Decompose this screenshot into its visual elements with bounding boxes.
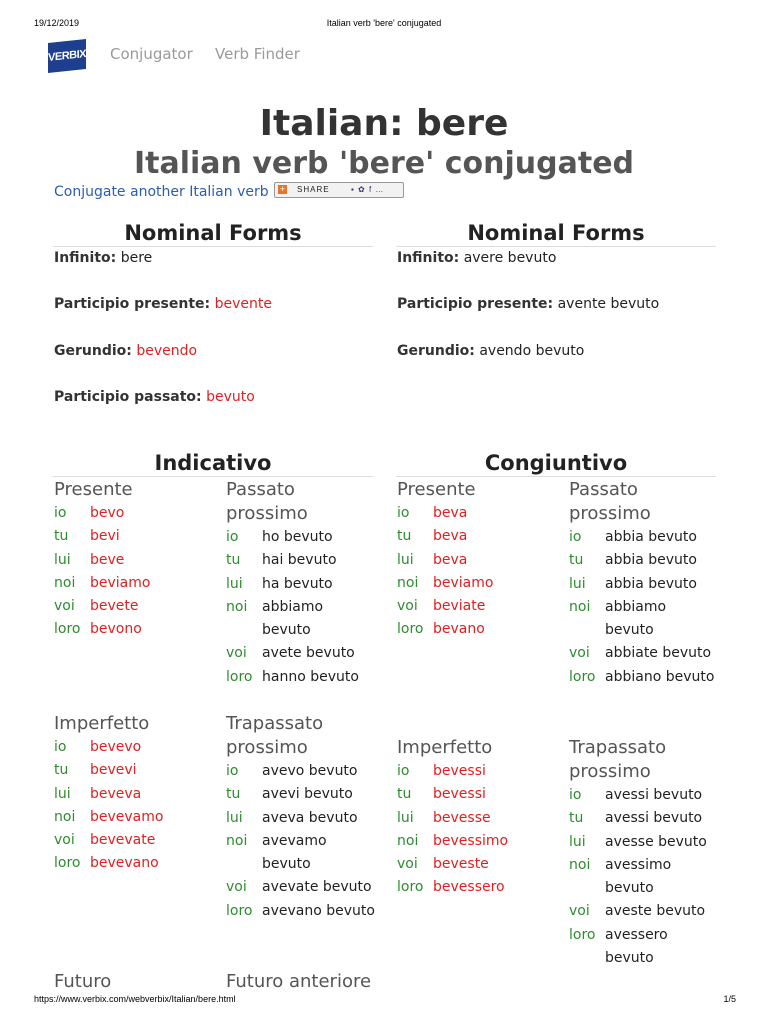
conjugation-row [569, 573, 719, 596]
verb-form: bevesse [433, 809, 491, 826]
conjugation-row [226, 807, 376, 830]
conjugation-row [226, 549, 376, 572]
verb-form: bevevi [90, 762, 137, 779]
conjugation-row [569, 526, 719, 549]
nominal-forms-title: Nominal Forms [124, 221, 302, 245]
pronoun: lui [54, 785, 71, 802]
tense-name-futuro: Futuro [54, 971, 112, 988]
nav-verb-finder-link[interactable]: Verb Finder [215, 45, 300, 63]
pronoun: io [397, 505, 410, 521]
tense-block-congiuntivo-imperfetto [397, 736, 547, 900]
conjugation-row [569, 666, 719, 689]
share-button[interactable] [274, 182, 404, 198]
pronoun: loro [397, 879, 424, 896]
conjugation-row [397, 760, 547, 783]
conjugation-row [397, 876, 547, 899]
pronoun: voi [569, 903, 590, 920]
page-subtitle: Italian verb 'bere' conjugated [133, 146, 635, 181]
conjugation-row [569, 807, 719, 830]
verb-form: bevessi [433, 763, 486, 779]
nav-conjugator-link[interactable]: Conjugator [110, 45, 193, 63]
verb-form: avevo bevuto [262, 763, 358, 779]
tense-name: Trapassato prossimo [569, 737, 667, 782]
print-date: 19/12/2019 [34, 18, 80, 28]
pronoun: io [226, 529, 239, 545]
pronoun: voi [397, 598, 418, 615]
verb-form: beva [433, 551, 468, 568]
pronoun: tu [54, 528, 69, 545]
conjugation-row [226, 666, 376, 689]
pronoun: noi [54, 574, 76, 591]
verb-form: aveste bevuto [605, 903, 706, 920]
verb-form: beveste [433, 856, 489, 873]
conjugation-row [226, 526, 376, 549]
verb-form: bevevo [90, 739, 142, 755]
conjugation-row [397, 549, 547, 572]
pronoun: io [54, 505, 67, 521]
conjugation-row [226, 573, 376, 596]
pronoun: voi [54, 832, 75, 849]
conjugation-row [54, 595, 204, 618]
conjugation-row [397, 572, 547, 595]
pronoun: io [226, 763, 239, 779]
conjugation-row [54, 572, 204, 595]
conjugate-another-link[interactable]: Conjugate another Italian verb [54, 184, 269, 200]
share-label: SHARE [297, 185, 330, 194]
verb-form: bevevamo [90, 808, 164, 825]
conjugation-row [54, 502, 204, 525]
tense-name: Imperfetto [54, 713, 150, 734]
pronoun: tu [397, 528, 412, 545]
conjugation-row [54, 829, 204, 852]
tense-name: Imperfetto [397, 737, 493, 758]
tense-name: Presente [54, 479, 133, 500]
nominal-item: Participio presente: avente bevuto [397, 296, 660, 312]
verb-form: beviate [433, 598, 486, 615]
conjugation-row [54, 736, 204, 759]
conjugation-row [226, 760, 376, 783]
verb-form: avessi bevuto [605, 810, 703, 827]
conjugation-row [54, 525, 204, 548]
conjugation-row [397, 502, 547, 525]
conjugation-row [226, 830, 376, 877]
verb-form: bevessimo [433, 832, 509, 849]
verb-form: abbia bevuto [605, 575, 697, 592]
verb-form: abbiate bevuto [605, 645, 712, 662]
verb-form: bevete [90, 598, 139, 615]
divider [396, 476, 716, 477]
verb-form: beve [90, 551, 125, 568]
tense-name: Trapassato prossimo [226, 713, 324, 758]
conjugation-row [54, 759, 204, 782]
verb-form: hai bevuto [262, 552, 337, 569]
pronoun: tu [397, 786, 412, 803]
pronoun: loro [569, 668, 596, 685]
tense-name-futuro-anteriore: Futuro anteriore [226, 971, 372, 988]
conjugation-row [397, 853, 547, 876]
verb-form: hanno bevuto [262, 668, 359, 685]
pronoun: tu [569, 552, 584, 569]
pronoun: tu [54, 762, 69, 779]
conjugation-row [226, 642, 376, 665]
verb-form: avevate bevuto [262, 879, 372, 896]
pronoun: io [569, 787, 582, 803]
conjugation-row [569, 549, 719, 572]
pronoun: loro [226, 902, 253, 919]
verb-form: beviamo [433, 574, 494, 591]
verb-form: beveva [90, 785, 142, 802]
conjugation-row [54, 549, 204, 572]
conjugation-row [397, 525, 547, 548]
verb-form: bevevano [90, 855, 159, 872]
verb-form: avevano bevuto [262, 902, 375, 919]
pronoun: noi [54, 808, 76, 825]
pronoun: loro [54, 855, 81, 872]
conjugation-row [54, 806, 204, 829]
nominal-item: Gerundio: avendo bevuto [397, 343, 585, 359]
conjugation-row [569, 642, 719, 665]
pronoun: noi [397, 574, 419, 591]
tense-name: Presente [397, 479, 476, 500]
pronoun: lui [569, 575, 586, 592]
divider [53, 476, 373, 477]
pronoun: lui [226, 809, 243, 826]
print-title: Italian verb 'bere' conjugated [326, 18, 442, 28]
verb-form: avete bevuto [262, 645, 355, 662]
congiuntivo-title: Congiuntivo [484, 451, 628, 475]
conjugation-row [226, 900, 376, 923]
nominal-item: Participio passato: bevuto [54, 389, 255, 405]
conjugation-row [397, 807, 547, 830]
tense-block-congiuntivo-trapassato [569, 736, 719, 970]
pronoun: loro [569, 926, 596, 943]
conjugation-row [569, 900, 719, 923]
tense-block-congiuntivo-presente [397, 478, 547, 642]
verb-form: avevamo bevuto [262, 832, 327, 873]
verb-form: avevi bevuto [262, 786, 353, 803]
verb-form: bevo [90, 505, 125, 521]
pronoun: io [54, 739, 67, 755]
verb-form: avessimo bevuto [605, 856, 672, 897]
tense-block-indicativo-trapassato-prossimo [226, 712, 376, 923]
pronoun: tu [226, 552, 241, 569]
share-sites-icons: ▪ ✿ f … [351, 185, 385, 194]
conjugation-row [397, 595, 547, 618]
verb-form: abbiamo bevuto [262, 598, 324, 639]
verb-form: abbiano bevuto [605, 668, 715, 685]
nominal-forms-compound-title: Nominal Forms [467, 221, 645, 245]
page-title: Italian: bere [259, 103, 509, 144]
verb-form: abbiamo bevuto [605, 598, 667, 639]
pronoun: voi [226, 879, 247, 896]
indicativo-title: Indicativo [154, 451, 272, 475]
verb-form: aveva bevuto [262, 809, 358, 826]
conjugation-row [569, 784, 719, 807]
conjugation-row [569, 854, 719, 901]
tense-block-congiuntivo-passato [569, 478, 719, 689]
nominal-item: Participio presente: bevente [54, 296, 272, 312]
verb-form: beviamo [90, 574, 151, 591]
tense-block-indicativo-presente [54, 478, 204, 642]
pronoun: noi [569, 856, 591, 873]
verbix-logo[interactable]: VERBIX [48, 39, 86, 73]
pronoun: lui [226, 575, 243, 592]
pronoun: voi [54, 598, 75, 615]
verb-form: bevessi [433, 786, 486, 803]
pronoun: noi [226, 832, 248, 849]
conjugation-row [397, 783, 547, 806]
nominal-item: Infinito: avere bevuto [397, 250, 557, 266]
pronoun: noi [397, 832, 419, 849]
nominal-item: Gerundio: bevendo [54, 343, 198, 359]
nominal-item: Infinito: bere [54, 250, 153, 266]
verb-form: abbia bevuto [605, 552, 697, 569]
pronoun: lui [397, 809, 414, 826]
verb-form: avessi bevuto [605, 787, 703, 803]
pronoun: lui [54, 551, 71, 568]
pronoun: io [569, 529, 582, 545]
verb-form: bevevate [90, 832, 156, 849]
divider [396, 246, 716, 247]
tense-block-indicativo-passato-prossimo [226, 478, 376, 689]
tense-block-indicativo-imperfetto [54, 712, 204, 876]
conjugation-row [226, 783, 376, 806]
verb-form: beva [433, 505, 468, 521]
verb-form: bevessero [433, 879, 505, 896]
conjugation-row [54, 783, 204, 806]
conjugation-row [397, 618, 547, 641]
divider [53, 246, 373, 247]
verb-form: bevono [90, 621, 142, 638]
pronoun: lui [397, 551, 414, 568]
conjugation-row [569, 924, 719, 971]
pronoun: loro [226, 668, 253, 685]
verb-form: bevano [433, 621, 485, 638]
pronoun: loro [54, 621, 81, 638]
pronoun: noi [569, 598, 591, 615]
verb-form: beva [433, 528, 468, 545]
conjugation-row [569, 831, 719, 854]
conjugation-row [226, 876, 376, 899]
verb-form: bevi [90, 528, 120, 545]
pronoun: noi [226, 598, 248, 615]
pronoun: voi [226, 645, 247, 662]
tense-name: Passato prossimo [226, 479, 308, 524]
pronoun: loro [397, 621, 424, 638]
conjugation-row [54, 852, 204, 875]
conjugation-row [569, 596, 719, 643]
pronoun: lui [569, 833, 586, 850]
pronoun: tu [226, 786, 241, 803]
verb-form: avessero bevuto [605, 926, 668, 967]
tense-name: Passato prossimo [569, 479, 651, 524]
conjugation-row [397, 830, 547, 853]
print-page-number: 1/5 [723, 994, 736, 1004]
verb-form: abbia bevuto [605, 529, 697, 545]
pronoun: voi [569, 645, 590, 662]
verb-form: ho bevuto [262, 529, 333, 545]
verb-form: avesse bevuto [605, 833, 707, 850]
pronoun: voi [397, 856, 418, 873]
conjugation-row [226, 596, 376, 643]
conjugation-row [54, 618, 204, 641]
print-url: https://www.verbix.com/webverbix/Italian/bere.html [34, 994, 236, 1004]
verb-form: ha bevuto [262, 575, 333, 592]
pronoun: tu [569, 810, 584, 827]
plus-icon: + [279, 184, 286, 194]
pronoun: io [397, 763, 410, 779]
